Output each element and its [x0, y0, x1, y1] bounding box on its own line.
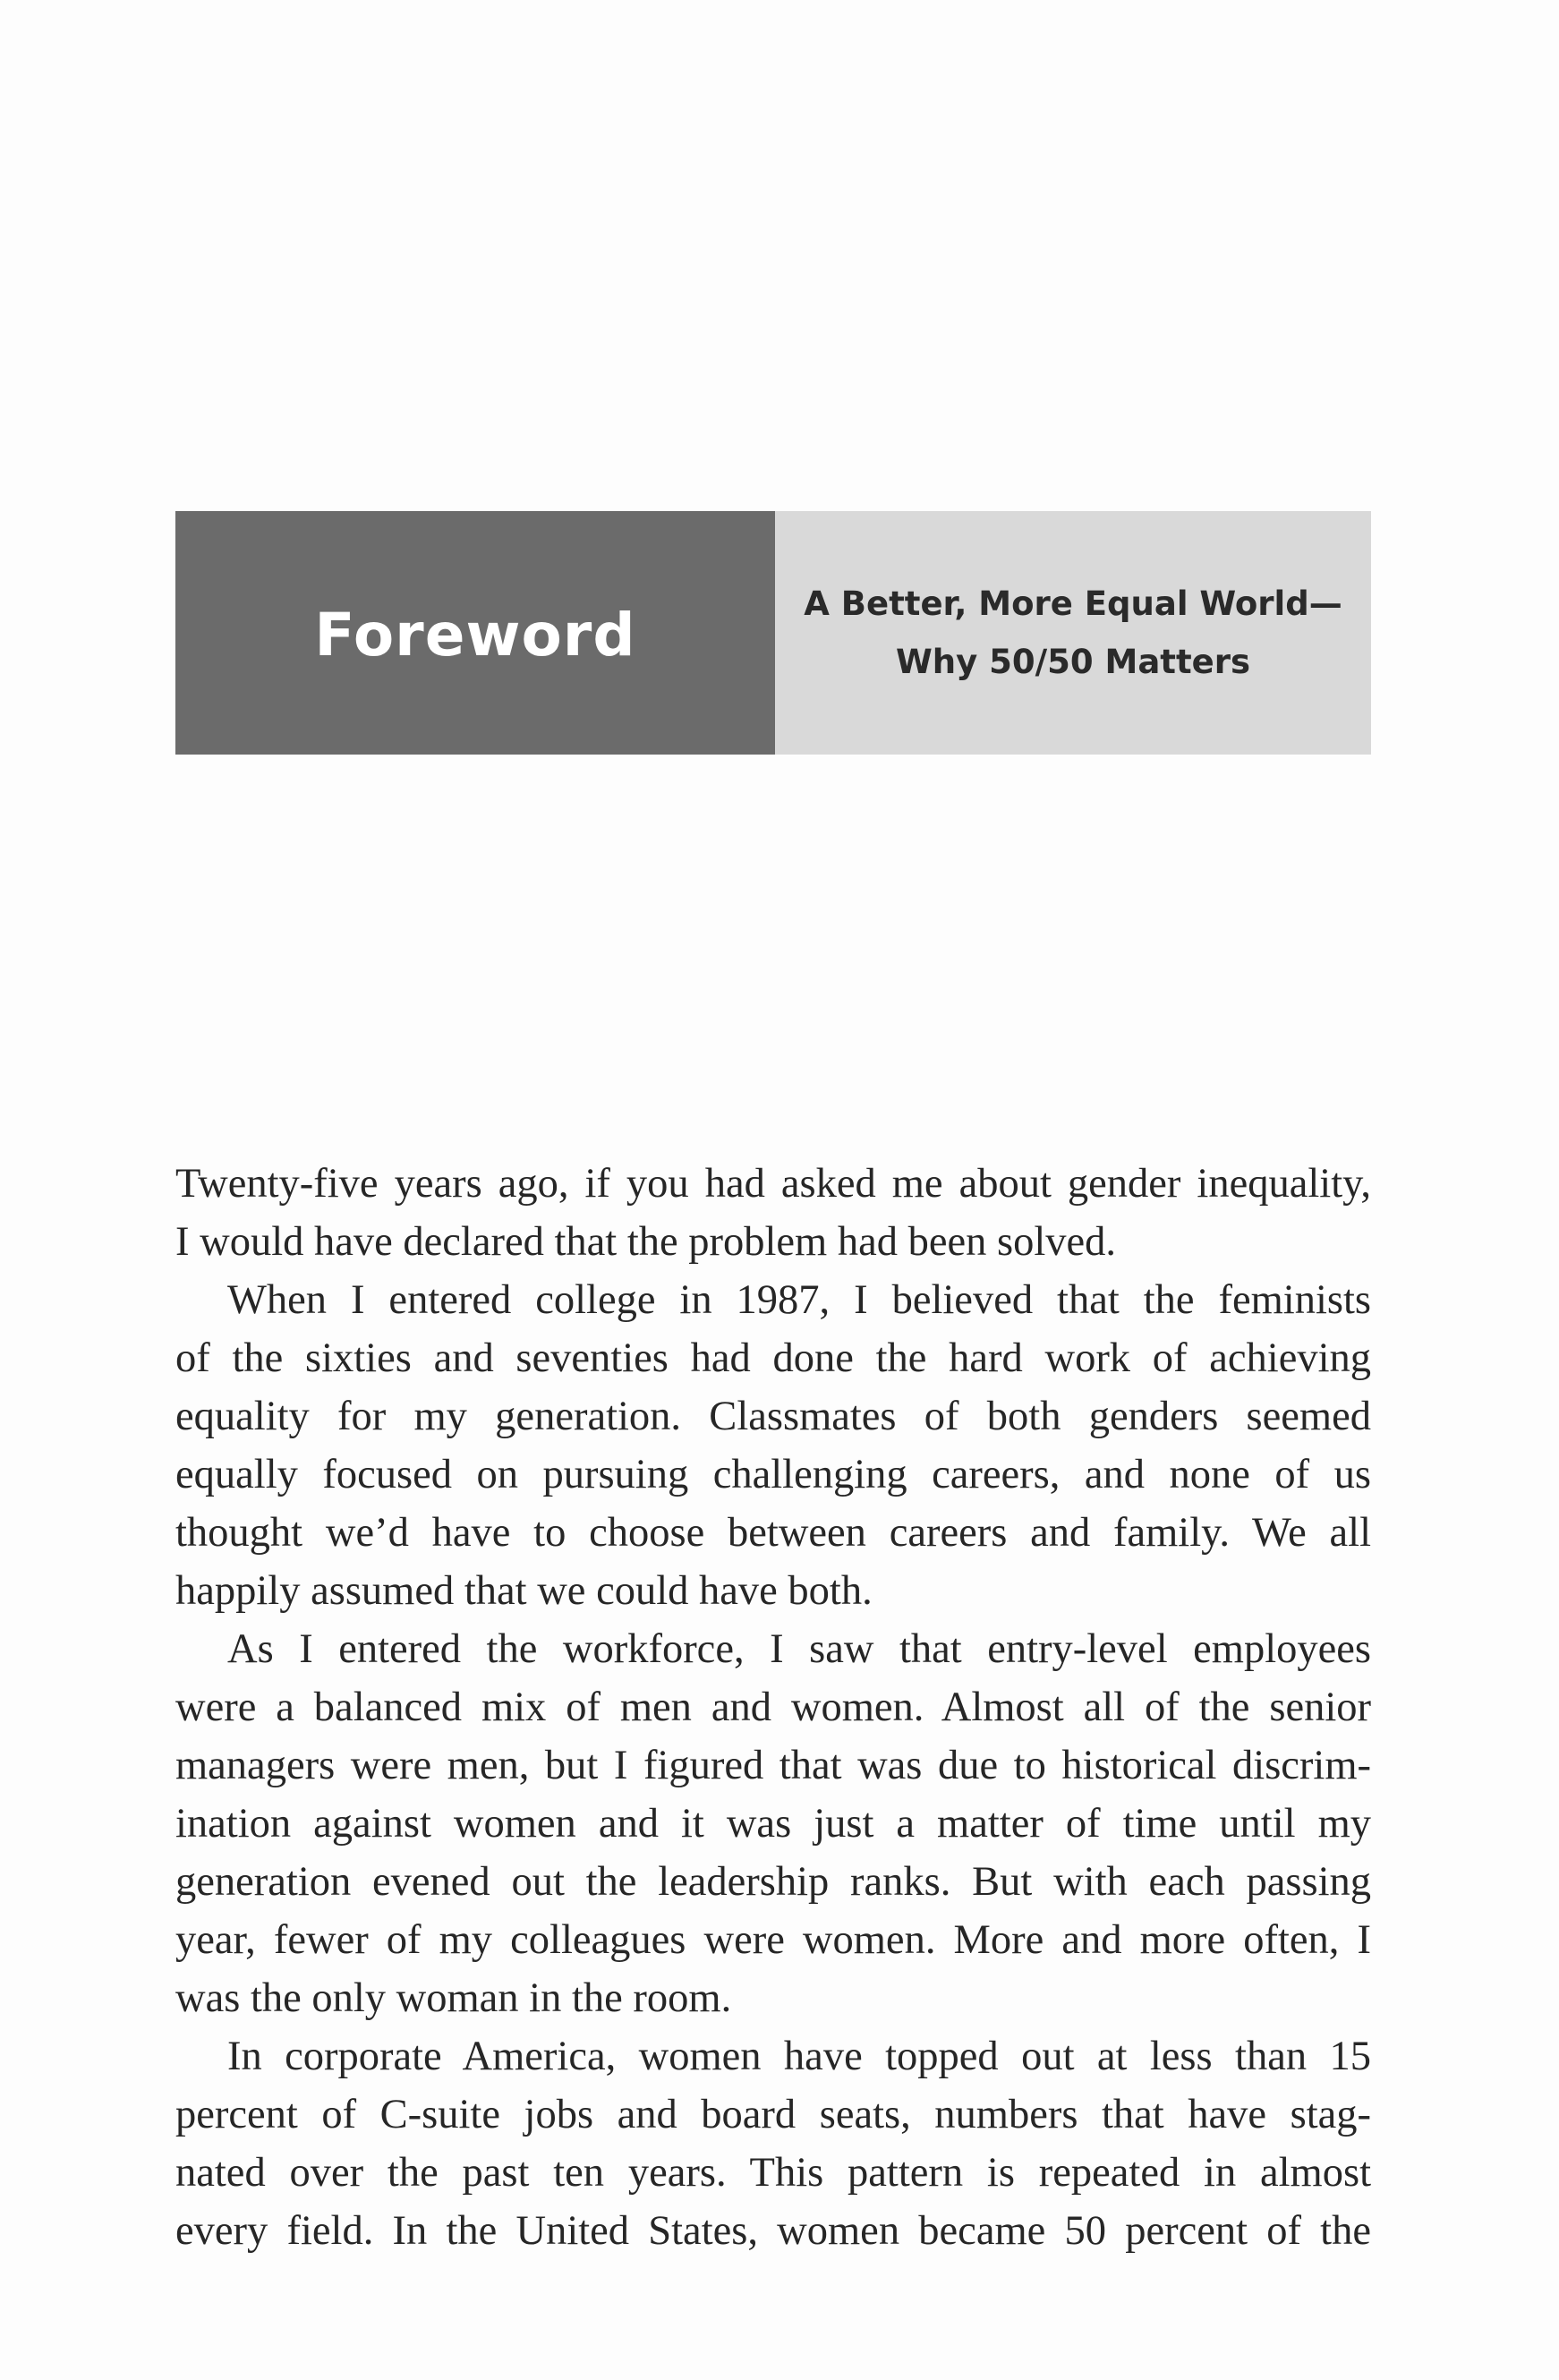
text-line: year, fewer of my colleagues were women. More and more often, I	[175, 1917, 1371, 1963]
text-line: As I entered the workforce, I saw that entry-level employees	[227, 1626, 1371, 1672]
text-line: percent of C-suite jobs and board seats, numbers that have stag-	[175, 2092, 1371, 2137]
text-line: ination against women and it was just a matter of time until my	[175, 1801, 1371, 1847]
paragraph	[175, 1620, 1371, 2027]
paragraph	[175, 2027, 1371, 2260]
chapter-title: Foreword	[314, 600, 636, 670]
text-line: happily assumed that we could have both.	[175, 1568, 873, 1614]
chapter-label-block	[175, 511, 775, 755]
body-text	[175, 1155, 1371, 2260]
paragraph	[175, 1155, 1371, 1271]
chapter-subtitle-line: Why 50/50 Matters	[895, 643, 1251, 681]
text-line: generation evened out the leadership ranks. But with each passing	[175, 1859, 1371, 1905]
text-line: thought we’d have to choose between careers and family. We all	[175, 1510, 1371, 1556]
text-line: Twenty-five years ago, if you had asked me about gender inequality,	[175, 1161, 1371, 1207]
chapter-subtitle-block	[775, 511, 1371, 755]
text-line: was the only woman in the room.	[175, 1975, 732, 2021]
text-line: managers were men, but I figured that was due to historical discrim-	[175, 1743, 1371, 1788]
text-line: equally focused on pursuing challenging careers, and none of us	[175, 1452, 1371, 1497]
chapter-header	[175, 511, 1371, 755]
paragraph	[175, 1271, 1371, 1620]
text-line: nated over the past ten years. This pattern is repeated in almost	[175, 2150, 1371, 2196]
text-line: In corporate America, women have topped out at less than 15	[227, 2034, 1371, 2079]
text-line: every field. In the United States, women became 50 percent of the	[175, 2208, 1371, 2254]
text-line: equality for my generation. Classmates of both genders seemed	[175, 1394, 1371, 1439]
chapter-subtitle-line: A Better, More Equal World—	[804, 584, 1342, 623]
text-line: I would have declared that the problem had been solved.	[175, 1219, 1117, 1265]
text-line: were a balanced mix of men and women. Almost all of the senior	[175, 1685, 1371, 1730]
text-line: of the sixties and seventies had done the hard work of achieving	[175, 1335, 1371, 1381]
text-line: When I entered college in 1987, I believed that the feminists	[227, 1277, 1371, 1323]
